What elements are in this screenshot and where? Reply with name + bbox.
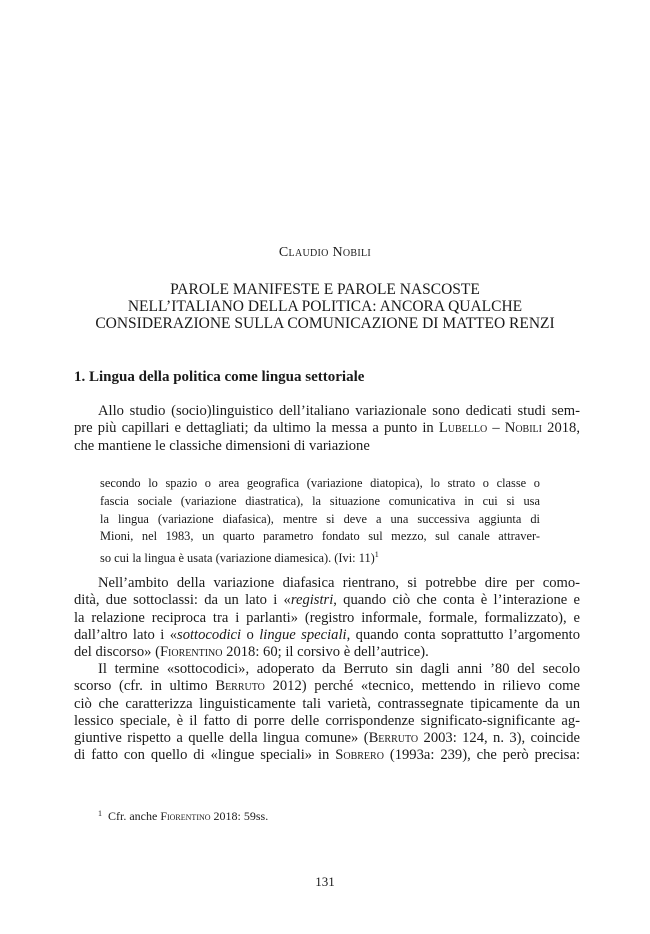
- section-heading: 1. Lingua della politica come lingua settoriale: [74, 369, 365, 385]
- text-line: dità, due sottoclassi: da un lato i «registri, quando ciò che conta è l’interazione e: [74, 592, 581, 609]
- footnote-marker: 1: [98, 809, 102, 818]
- title-line: NELL’ITALIANO DELLA POLITICA: ANCORA QUALCHE: [127, 298, 523, 315]
- footnote-reference: 1: [374, 550, 379, 560]
- title-line: PAROLE MANIFESTE E PAROLE NASCOSTE: [170, 281, 480, 298]
- paragraph-1: [74, 403, 580, 455]
- italic-term: registri: [290, 592, 334, 609]
- text-line: giuntive rispetto a quelle della lingua comune» (Berruto 2003: 124, n. 3), coincide: [74, 730, 580, 747]
- quote-line: secondo lo spazio o area geografica (variazione diatopica), lo strato o classe o: [100, 476, 540, 490]
- citation: Fiorentino: [159, 644, 223, 661]
- footnote: $^1$ Cfr. anche Fiorentino 2018: 59ss.: [98, 809, 269, 823]
- text-line: di fatto con quello di «lingue speciali» in Sobrero (1993a: 239), che però precisa:: [74, 747, 581, 764]
- text-line: la relazione reciproca tra i parlanti» (registro informale, formale, formalizzato), e: [74, 609, 580, 626]
- paragraph-2: [74, 575, 580, 661]
- text-line: lessico speciale, è il fatto di porre delle corrispondenze significato-significante ag-: [74, 712, 580, 729]
- citation: Sobrero: [335, 747, 384, 764]
- page-number: 131: [315, 874, 335, 889]
- citation: Berruto: [215, 678, 265, 695]
- title-line: CONSIDERAZIONE SULLA COMUNICAZIONE DI MATTEO RENZI: [95, 315, 555, 332]
- text-line: dall’altro lato i «sottocodici o lingue speciali, quando conta soprattutto l’argomento: [74, 626, 580, 643]
- italic-term: sottocodici: [177, 626, 242, 643]
- quote-line: Mioni, nel 1983, un quarto parametro fondato sul mezzo, sul canale attraver-: [100, 529, 540, 544]
- chapter-title: [60, 281, 590, 332]
- citation: Berruto: [368, 730, 419, 747]
- quote-line: fascia sociale (variazione diastratica), la situazione comunicativa in cui si usa: [100, 493, 540, 508]
- text-line: ciò che caratterizza linguisticamente tali varietà, contrassegnate tipicamente da un: [74, 695, 580, 712]
- paragraph-3: [74, 661, 580, 765]
- block-quote: [100, 475, 540, 564]
- text-line: del discorso» (Fiorentino 2018: 60; il corsivo è dell’autrice).: [74, 644, 429, 661]
- text-line: che mantiene le classiche dimensioni di variazione: [74, 437, 370, 454]
- citation: Lubello – Nobili: [438, 420, 542, 437]
- text-line: Nell’ambito della variazione diafasica rientrano, si potrebbe dire per como-: [98, 575, 580, 591]
- citation: Fiorentino: [160, 809, 211, 823]
- text-line: Il termine «sottocodici», adoperato da Berruto sin dagli anni ’80 del secolo: [98, 661, 580, 677]
- text-line: scorso (cfr. in ultimo Berruto 2012) perché «tecnico, mettendo in rilievo come: [74, 678, 580, 695]
- text-line: pre più capillari e dettagliati; da ultimo la messa a punto in Lubello – Nobili 2018,: [74, 420, 580, 437]
- italic-term: lingue speciali: [259, 626, 347, 643]
- quote-line: la lingua (variazione diafasica), mentre si deve a una successiva aggiunta di: [100, 511, 540, 526]
- author-name: Claudio Nobili: [278, 245, 372, 260]
- text-line: Allo studio (socio)linguistico dell’italiano variazionale sono dedicati studi sem-: [98, 403, 580, 419]
- quote-line: so cui la lingua è usata (variazione diamesica). (Ivi: 11)$^1$: [100, 550, 379, 566]
